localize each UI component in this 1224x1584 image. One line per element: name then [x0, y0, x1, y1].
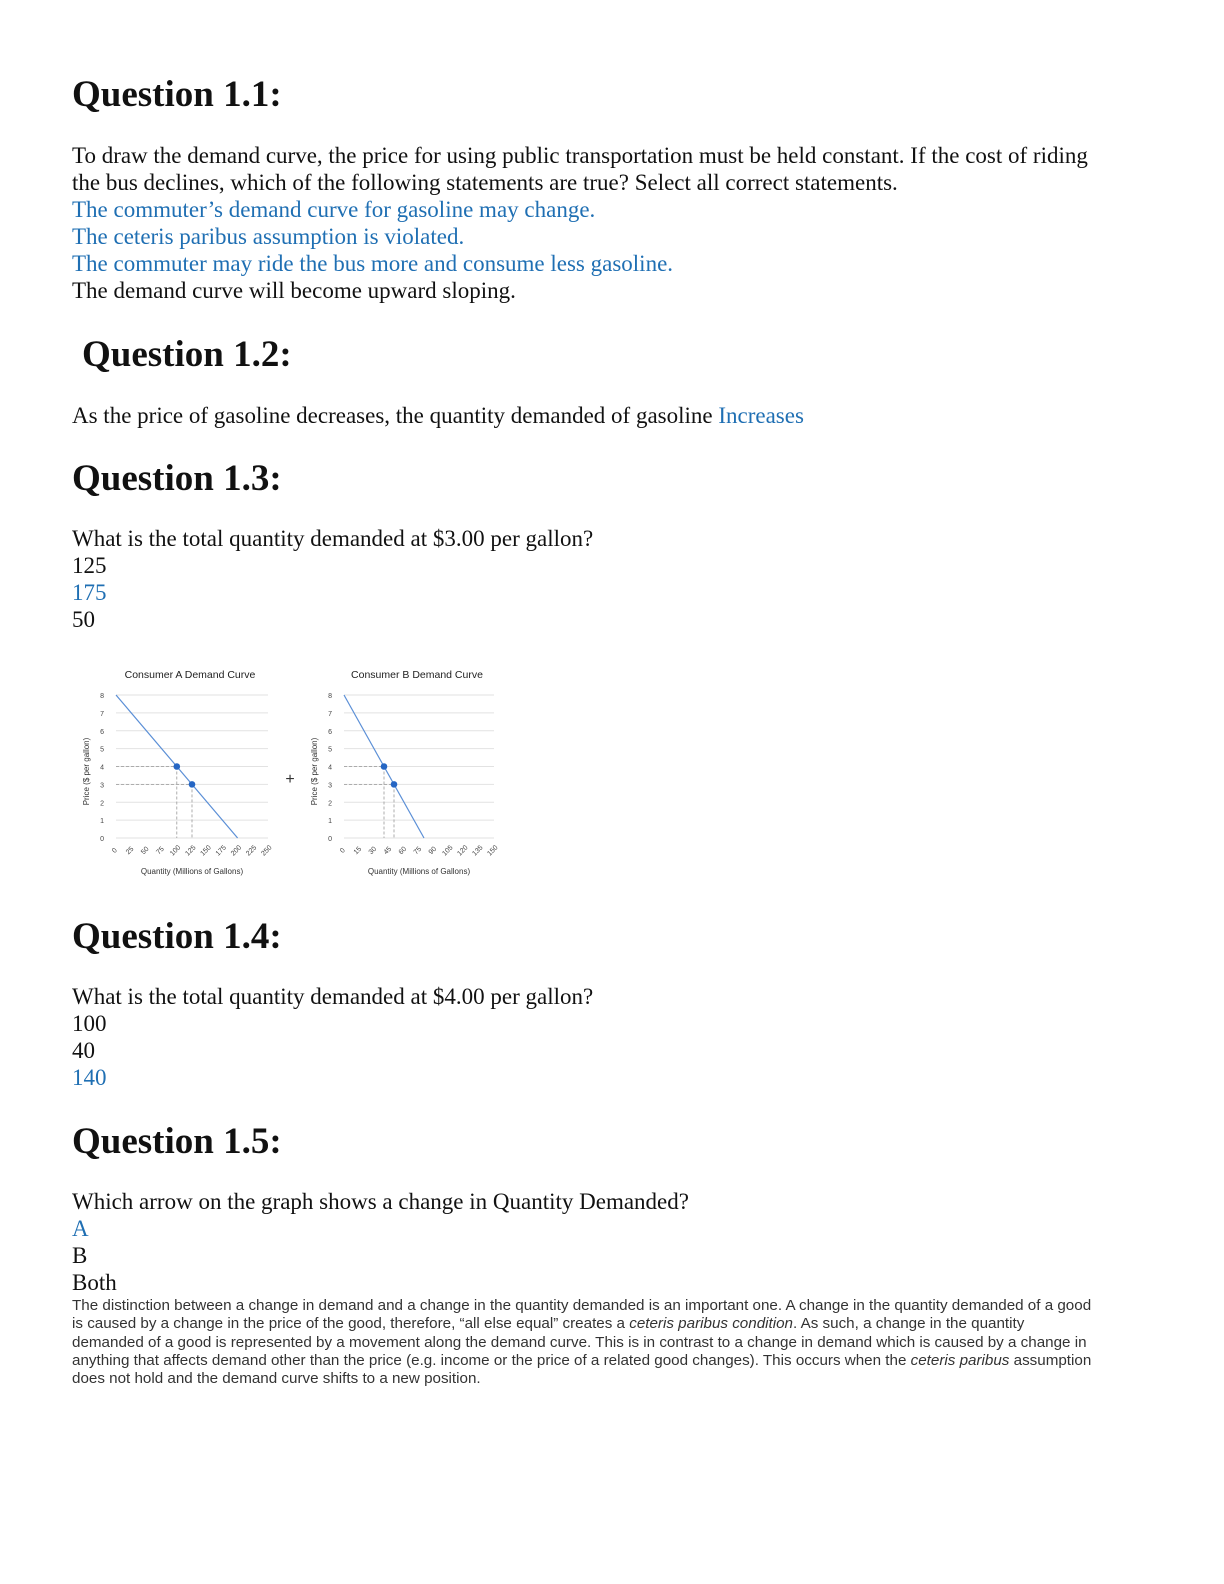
- demand-point: [189, 781, 196, 788]
- x-tick-label: 150: [486, 844, 500, 858]
- question-1-3-option: 125: [72, 553, 107, 578]
- question-1-4-body: [72, 983, 1152, 1091]
- question-1-5-heading: Question 1.5:: [72, 1121, 282, 1162]
- x-tick-label: 30: [367, 845, 379, 857]
- x-tick-label: 125: [184, 844, 198, 858]
- x-tick-label: 200: [229, 844, 244, 858]
- x-tick-label: 75: [155, 845, 166, 857]
- question-1-4-prompt: What is the total quantity demanded at $4.00 per gallon?: [72, 984, 594, 1009]
- y-tick-label: 5: [328, 746, 332, 754]
- y-tick-label: 3: [328, 782, 332, 790]
- note-line: . As such, a change in the quantity: [793, 1315, 1025, 1333]
- question-1-3-option: 50: [72, 607, 95, 632]
- x-tick-label: 60: [397, 845, 409, 857]
- note-line: assumption: [1009, 1351, 1092, 1369]
- question-1-2-answer: Increases: [718, 403, 804, 428]
- plus-sign: +: [285, 771, 295, 788]
- y-tick-label: 4: [100, 764, 104, 772]
- note-line: anything that affects demand other than the price (e.g. income or the price of a related good changes). This occurs when the: [72, 1351, 911, 1369]
- x-tick-label: 175: [214, 844, 228, 858]
- explanation-note: [72, 1297, 1147, 1388]
- x-tick-label: 25: [124, 845, 136, 857]
- question-1-3-option-correct: 175: [72, 580, 107, 605]
- x-tick-label: 0: [111, 847, 119, 855]
- question-1-5-option-correct: A: [72, 1216, 89, 1241]
- chart-title: Consumer B Demand Curve: [351, 669, 483, 681]
- question-1-2-prompt: As the price of gasoline decreases, the quantity demanded of gasoline: [72, 403, 719, 428]
- y-tick-label: 7: [100, 710, 104, 718]
- question-1-1-prompt-line1: To draw the demand curve, the price for using public transportation must be held constant. If the cost of riding: [72, 143, 1088, 168]
- x-tick-label: 45: [382, 845, 394, 857]
- x-tick-label: 225: [245, 844, 259, 858]
- question-1-1-option: The demand curve will become upward sloping.: [72, 278, 516, 303]
- x-tick-label: 75: [412, 845, 424, 857]
- question-1-1-prompt-line2: the bus declines, which of the following statements are true? Select all correct statements.: [72, 170, 898, 195]
- x-tick-label: 135: [471, 844, 485, 858]
- y-axis-label: Price ($ per gallon): [82, 737, 91, 806]
- x-tick-label: 250: [260, 844, 274, 858]
- note-line: is caused by a change in the price of the good, therefore, “all else equal” creates a: [72, 1315, 630, 1333]
- chart-consumer-b: [310, 669, 500, 876]
- y-tick-label: 1: [100, 818, 104, 826]
- y-tick-label: 1: [328, 818, 332, 826]
- x-tick-label: 120: [456, 844, 470, 858]
- note-line: The distinction between a change in demand and a change in the quantity demanded is an important one. A change in the quantity demanded of a good: [72, 1297, 1092, 1314]
- question-1-1-heading: Question 1.1:: [72, 74, 282, 115]
- chart-consumer-a: [82, 669, 274, 876]
- x-tick-label: 90: [427, 845, 439, 857]
- question-1-5-option: B: [72, 1243, 88, 1268]
- y-tick-label: 7: [328, 710, 332, 718]
- x-axis-label: Quantity (Millions of Gallons): [367, 867, 471, 876]
- note-line: does not hold and the demand curve shifts to a new position.: [72, 1370, 481, 1388]
- y-tick-label: 4: [328, 764, 332, 772]
- question-1-1-option-correct: The commuter’s demand curve for gasoline may change.: [72, 197, 596, 222]
- note-emphasis: ceteris paribus condition: [629, 1315, 793, 1333]
- question-1-4-option-correct: 140: [72, 1065, 107, 1090]
- question-1-3-prompt: What is the total quantity demanded at $3.00 per gallon?: [72, 526, 594, 551]
- y-tick-label: 8: [328, 693, 332, 700]
- x-axis-label: Quantity (Millions of Gallons): [140, 867, 244, 876]
- demand-point: [381, 763, 388, 770]
- y-tick-label: 8: [100, 693, 104, 700]
- question-1-4-heading: Question 1.4:: [72, 916, 282, 957]
- question-1-2-body: [72, 402, 1152, 429]
- y-tick-label: 3: [100, 782, 104, 790]
- chart-title: Consumer A Demand Curve: [124, 669, 256, 681]
- question-1-5-prompt: Which arrow on the graph shows a change in Quantity Demanded?: [72, 1189, 689, 1214]
- y-tick-label: 0: [328, 836, 332, 843]
- demand-point: [391, 781, 398, 788]
- y-axis-label: Price ($ per gallon): [310, 737, 319, 806]
- question-1-1-option-correct: The ceteris paribus assumption is violated.: [72, 224, 465, 249]
- question-1-2-heading: Question 1.2:: [82, 334, 292, 375]
- question-1-3-body: [72, 525, 1152, 633]
- demand-charts-svg: [72, 660, 532, 890]
- demand-point: [174, 763, 181, 770]
- y-tick-label: 5: [100, 746, 104, 754]
- x-tick-label: 0: [339, 847, 347, 855]
- question-1-4-option: 40: [72, 1038, 95, 1063]
- y-tick-label: 6: [100, 728, 104, 736]
- question-1-5-body: [72, 1188, 1152, 1296]
- x-tick-label: 100: [169, 844, 183, 858]
- note-emphasis: ceteris paribus: [910, 1351, 1010, 1369]
- question-1-1-option-correct: The commuter may ride the bus more and consume less gasoline.: [72, 251, 674, 276]
- x-tick-label: 50: [140, 845, 151, 857]
- x-tick-label: 105: [441, 844, 455, 858]
- y-tick-label: 6: [328, 728, 332, 736]
- y-tick-label: 0: [100, 836, 104, 843]
- x-tick-label: 150: [199, 844, 213, 858]
- question-1-3-heading: Question 1.3:: [72, 458, 282, 499]
- y-tick-label: 2: [328, 800, 332, 808]
- note-line: demanded of a good is represented by a movement along the demand curve. This is in contrast to a change in demand which is caused by a change in: [72, 1333, 1087, 1351]
- question-1-5-option: Both: [72, 1270, 117, 1295]
- x-tick-label: 15: [352, 845, 364, 857]
- y-tick-label: 2: [100, 800, 104, 808]
- question-1-4-option: 100: [72, 1011, 107, 1036]
- demand-curve-charts: [72, 660, 532, 890]
- question-1-1-body: [72, 142, 1152, 304]
